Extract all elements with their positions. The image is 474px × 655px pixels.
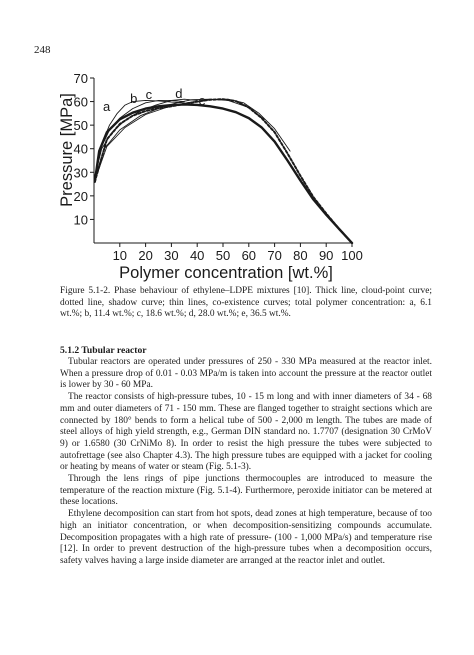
- curve-label: e: [198, 93, 206, 109]
- section-heading: 5.1.2 Tubular reactor: [60, 345, 147, 356]
- x-tick-label: 100: [341, 248, 363, 263]
- page-number: 248: [34, 44, 51, 56]
- x-tick-label: 40: [189, 248, 205, 263]
- phase-diagram-figure: [0, 0, 474, 286]
- y-tick-label: 50: [73, 118, 88, 134]
- chart-curves: [95, 99, 352, 243]
- y-axis-label: Pressure [MPa]: [58, 93, 76, 207]
- series-line-e: [95, 99, 290, 180]
- y-tick-label: 30: [73, 165, 88, 181]
- paragraph: Through the lens rings of pipe junctions thermocouples are introduced to measure the temperature of the reaction mixture (Fig. 5.1-4). Furthermore, peroxide initiator can be metered at these locations.: [60, 474, 432, 508]
- x-tick-label: 90: [318, 248, 334, 263]
- paragraph: The reactor consists of high-pressure tubes, 10 - 15 m long and with inner diameters of 34 - 68 mm and outer diameters of 71 - 150 mm. These are flanged together to straight sections which are connected by 180° bends to form a helical tube of 500 - 2,000 m length. The tubes are made of steel alloys of high yield strength, e.g., German DIN standard no. 1.7707 (designation 30 CrMoV 9) or 1.6580 (30 CrNiMo 8). In order to resist the high pressure the tubes were subjected to autofrettage (see also Chapter 4.3). The high pressure tubes are equipped with a jacket for cooling or heating by means of water or steam (Fig. 5.1-3).: [60, 392, 432, 473]
- curve-label: c: [145, 87, 153, 103]
- curve-label: b: [130, 90, 138, 106]
- y-tick-label: 70: [73, 71, 88, 86]
- x-tick-label: 10: [112, 248, 128, 263]
- y-tick-label: 10: [73, 212, 88, 228]
- x-tick-label: 80: [293, 248, 308, 263]
- series-line-cloud-point-curve: [95, 104, 352, 243]
- y-tick-label: 60: [73, 94, 88, 110]
- paragraph: Tubular reactors are operated under pressures of 250 - 330 MPa measured at the reactor inlet. When a pressure drop of 0.01 - 0.03 MPa/m is taken into account the pressure at the reactor outlet is lower by 30 - 60 MPa.: [60, 357, 432, 391]
- paragraph: Ethylene decomposition can start from hot spots, dead zones at high temperature, because of too high an initiator concentration, or when decomposition-sensitizing compounds accumulate. Decomposition propagates with a high rate of pressure- (100 - 1,000 MPa/s) and temperature rise [12]. In order to prevent destruction of the high-pressure tubes when a decomposition occurs, safety valves having a large inside diameter are arranged at the reactor inlet and outlet.: [60, 509, 432, 566]
- figure-caption: Figure 5.1-2. Phase behaviour of ethylene–LDPE mixtures [10]. Thick line, cloud-point curve; dotted line, shadow curve; thin lines, co-existence curves; total polymer concentration: a, 6.1 wt.%; b, 11.4 wt.%; c, 18.6 wt.%; d, 28.0 wt.%; e, 36.5 wt.%.: [60, 286, 432, 320]
- x-tick-label: 70: [267, 248, 282, 263]
- x-tick-label: 20: [138, 248, 153, 263]
- x-tick-label: 50: [215, 248, 231, 263]
- x-tick-label: 30: [164, 248, 179, 263]
- x-axis-label: Polymer concentration [wt.%]: [119, 264, 333, 282]
- section-body: [60, 357, 432, 568]
- y-tick-label: 40: [73, 141, 88, 157]
- y-tick-label: 20: [73, 188, 88, 204]
- x-tick-label: 60: [241, 248, 257, 263]
- series-line-d: [95, 99, 264, 179]
- curve-label: d: [175, 86, 183, 102]
- curve-label: a: [103, 99, 111, 114]
